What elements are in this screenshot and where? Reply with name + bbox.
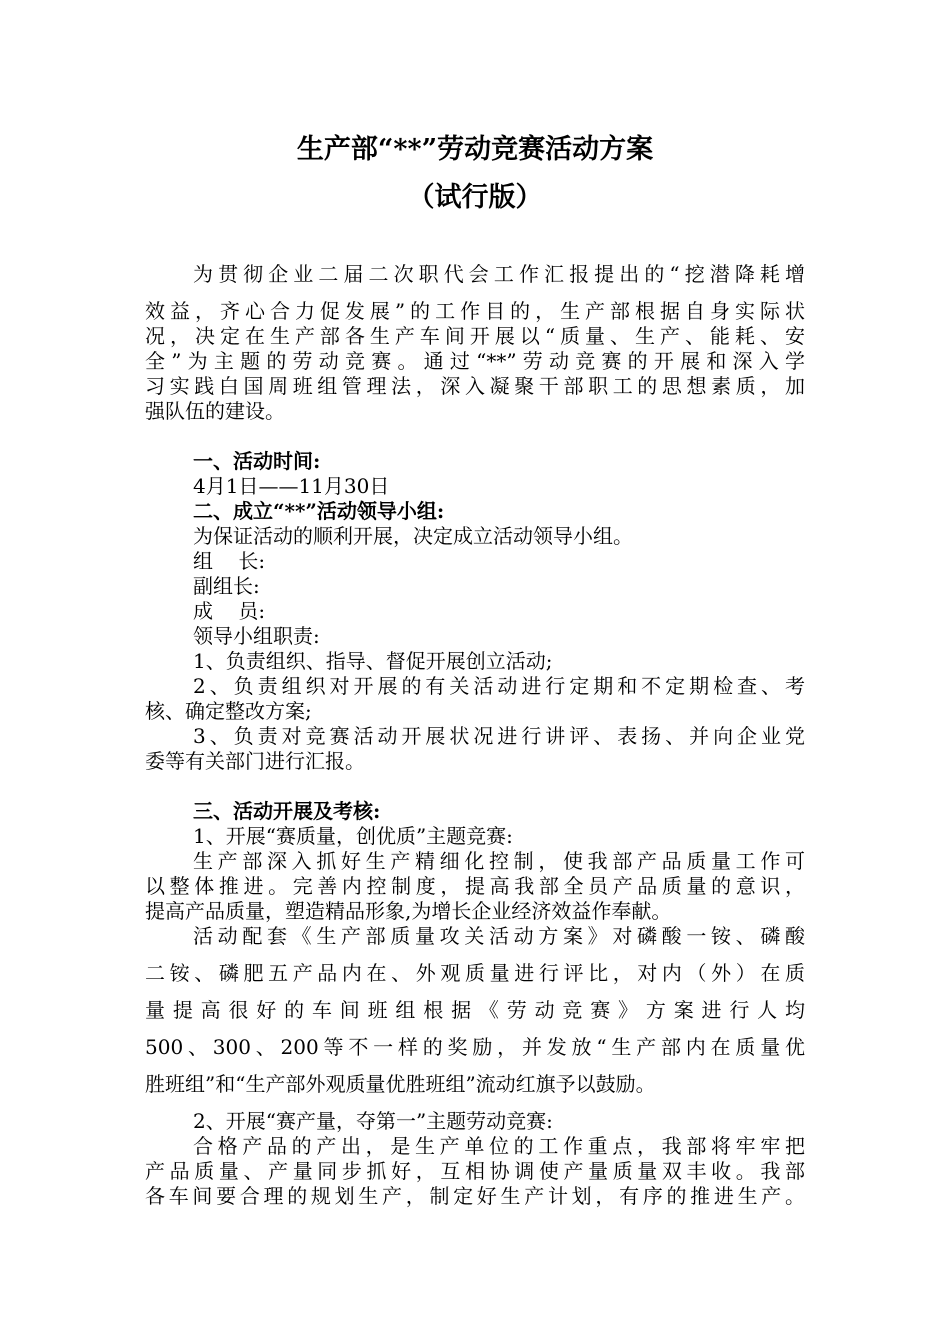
section-line: 核、确定整改方案; [145, 699, 312, 723]
document-subtitle: （试行版） [407, 182, 543, 213]
intro-line: 况，决定在生产部各生产车间开展以“质量、生产、能耗、安 [145, 324, 805, 348]
section-line: 合格产品的产出，是生产单位的工作重点，我部将牢牢把 [193, 1134, 805, 1158]
activity-dates: 4月1日——11月30日 [193, 474, 390, 498]
section-line: 胜班组”和“生产部外观质量优胜班组”流动红旗予以鼓励。 [145, 1072, 656, 1096]
deputy-leader-label: 副组长: [193, 574, 260, 598]
section-line: 产品质量、产量同步抓好，互相协调使产量质量双丰收。我部 [145, 1159, 805, 1183]
section-line: 以整体推进。完善内控制度，提高我部全员产品质量的意识， [145, 874, 805, 898]
section-line: 2、开展“赛产量，夺第一”主题劳动竞赛: [193, 1109, 553, 1133]
section-line: 500、300、200等不一样的奖励，并发放“生产部内在质量优 [145, 1035, 805, 1059]
intro-line: 习实践白国周班组管理法，深入凝聚干部职工的思想素质，加 [145, 374, 805, 398]
section-line: 2、负责组织对开展的有关活动进行定期和不定期检查、考 [193, 674, 805, 698]
section-heading-assessment: 三、活动开展及考核: [193, 799, 381, 823]
document-title: 生产部“**”劳动竞赛活动方案 [296, 134, 654, 165]
section-line: 1、开展“赛质量，创优质”主题竞赛: [193, 824, 513, 848]
section-line: 各车间要合理的规划生产，制定好生产计划，有序的推进生产。 [145, 1184, 805, 1208]
section-line: 领导小组职责: [193, 624, 320, 648]
section-heading-group: 二、成立“**”活动领导小组: [193, 499, 445, 523]
members-label: 成 员: [193, 599, 266, 623]
intro-line: 强队伍的建设。 [145, 399, 285, 423]
intro-line: 全”为主题的劳动竞赛。通过“**”劳动竞赛的开展和深入学 [145, 349, 805, 373]
section-line: 活动配套《生产部质量攻关活动方案》对磷酸一铵、磷酸 [193, 924, 805, 948]
section-line: 1、负责组织、指导、督促开展创立活动; [193, 649, 553, 673]
section-line: 提高产品质量，塑造精品形象,为增长企业经济效益作奉献。 [145, 899, 672, 923]
group-leader-label: 组 长: [193, 549, 266, 573]
section-line: 量提高很好的车间班组根据《劳动竞赛》方案进行人均 [145, 998, 805, 1022]
section-line: 生产部深入抓好生产精细化控制，使我部产品质量工作可 [193, 849, 805, 873]
section-line: 二铵、磷肥五产品内在、外观质量进行评比，对内（外）在质 [145, 961, 805, 985]
intro-line: 效益，齐心合力促发展”的工作目的，生产部根据自身实际状 [145, 299, 805, 323]
intro-line: 为贯彻企业二届二次职代会工作汇报提出的“挖潜降耗增 [193, 262, 805, 286]
section-line: 委等有关部门进行汇报。 [145, 749, 365, 773]
section-line: 为保证活动的顺利开展，决定成立活动领导小组。 [193, 524, 633, 548]
section-heading-time: 一、活动时间: [193, 449, 321, 473]
section-line: 3、负责对竞赛活动开展状况进行讲评、表扬、并向企业党 [193, 724, 805, 748]
